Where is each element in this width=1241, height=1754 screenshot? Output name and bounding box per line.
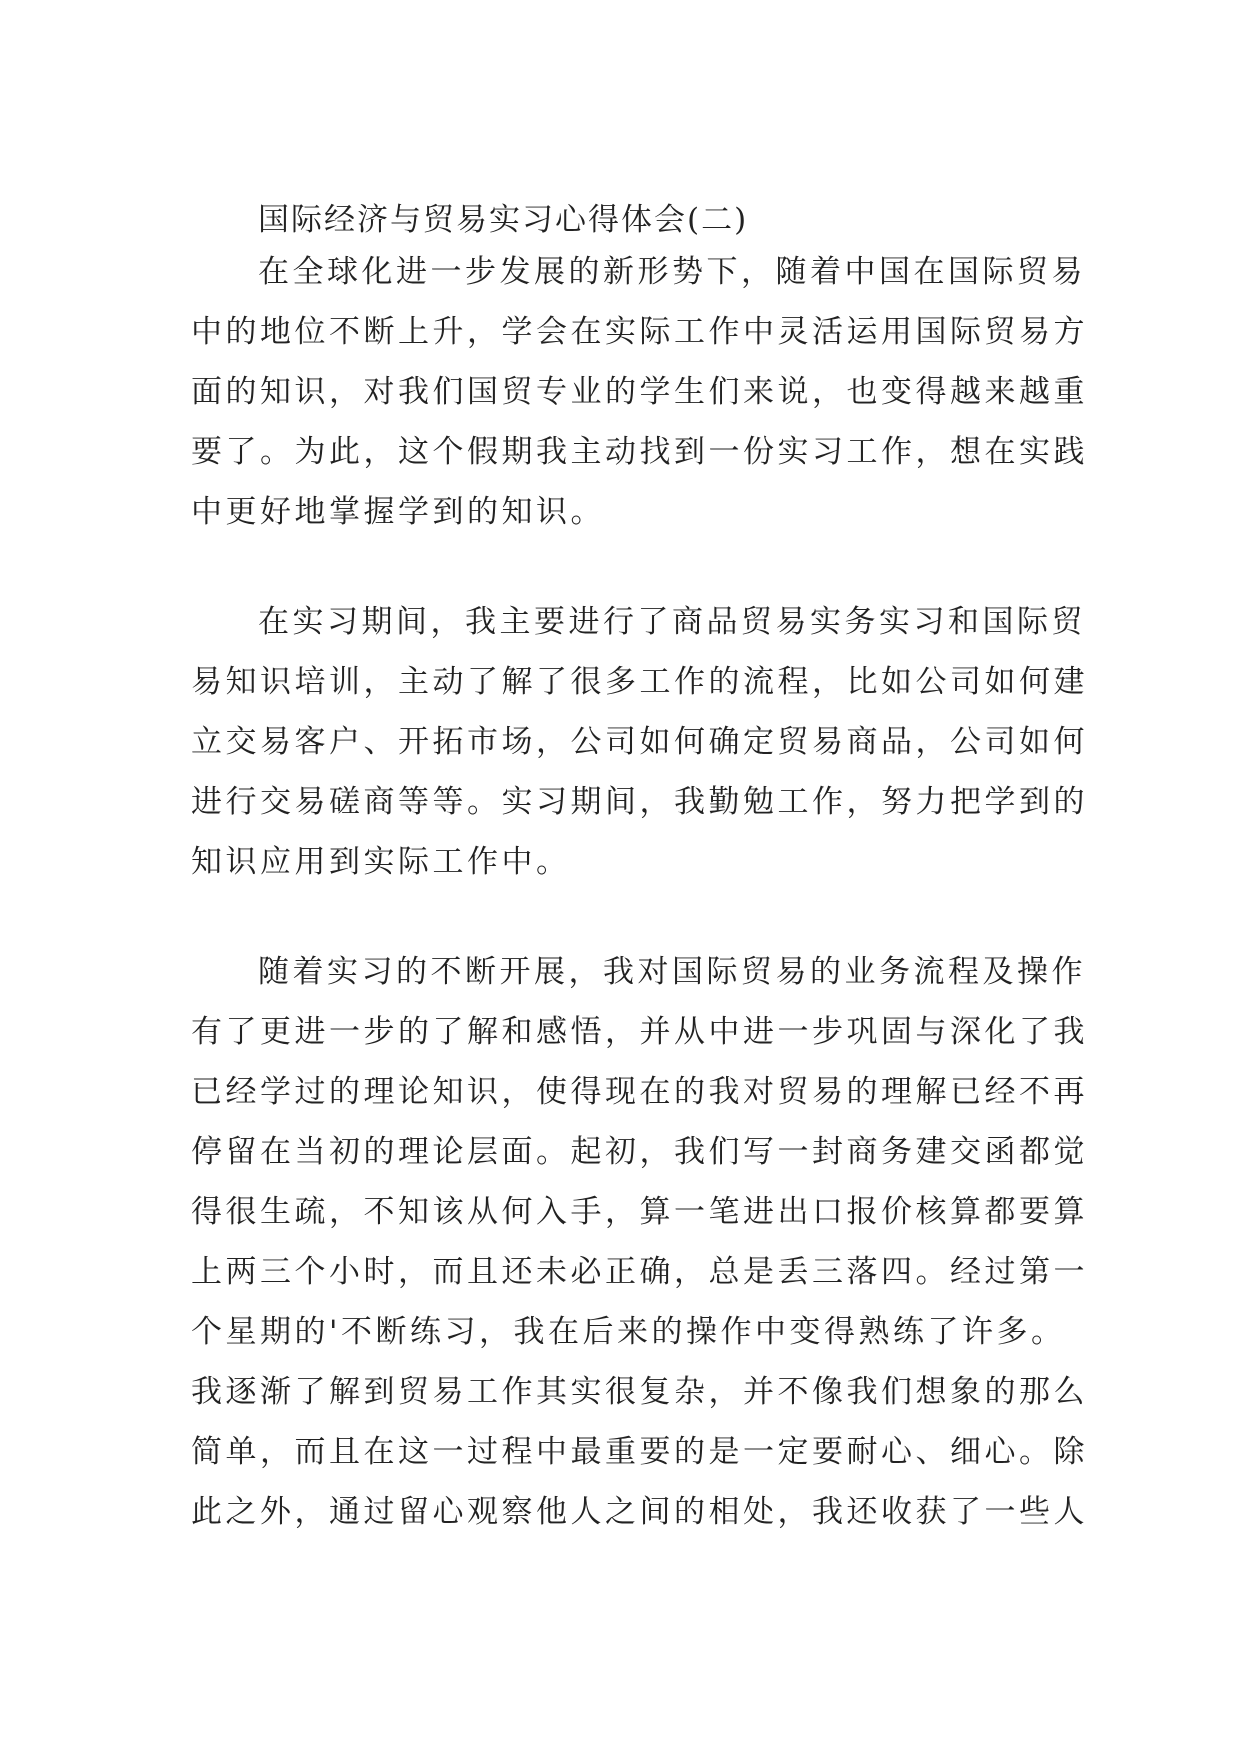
paragraph-line: 随着实习的不断开展，我对国际贸易的业务流程及操作 [258, 954, 1086, 990]
paragraph-line: 要了。为此，这个假期我主动找到一份实习工作，想在实践 [191, 434, 1088, 470]
paragraph-line: 已经学过的理论知识，使得现在的我对贸易的理解已经不再 [191, 1074, 1088, 1110]
paragraph-line: 中更好地掌握学到的知识。 [191, 494, 605, 530]
paragraph-line: 进行交易磋商等等。实习期间，我勤勉工作，努力把学到的 [191, 784, 1088, 820]
paragraph-line: 停留在当初的理论层面。起初，我们写一封商务建交函都觉 [191, 1134, 1088, 1170]
paragraph-line: 在实习期间，我主要进行了商品贸易实务实习和国际贸 [258, 604, 1086, 640]
paragraph-line: 上两三个小时，而且还未必正确，总是丢三落四。经过第一 [191, 1254, 1088, 1290]
paragraph-line: 得很生疏，不知该从何入手，算一笔进出口报价核算都要算 [191, 1194, 1088, 1230]
paragraph-line: 面的知识，对我们国贸专业的学生们来说，也变得越来越重 [191, 374, 1088, 410]
paragraph-line: 个星期的'不断练习，我在后来的操作中变得熟练了许多。 [191, 1314, 1066, 1350]
paragraph-line: 我逐渐了解到贸易工作其实很复杂，并不像我们想象的那么 [191, 1374, 1088, 1410]
paragraph-line: 在全球化进一步发展的新形势下，随着中国在国际贸易 [258, 254, 1086, 290]
document-title: 国际经济与贸易实习心得体会(二) [258, 202, 749, 238]
paragraph-1 [191, 242, 1088, 542]
paragraph-line: 简单，而且在这一过程中最重要的是一定要耐心、细心。除 [191, 1434, 1088, 1470]
paragraph-line: 中的地位不断上升，学会在实际工作中灵活运用国际贸易方 [191, 314, 1088, 350]
paragraph-line: 有了更进一步的了解和感悟，并从中进一步巩固与深化了我 [191, 1014, 1088, 1050]
paragraph-3 [191, 942, 1088, 1542]
paragraph-line: 知识应用到实际工作中。 [191, 844, 571, 880]
paragraph-line: 立交易客户、开拓市场，公司如何确定贸易商品，公司如何 [191, 724, 1088, 760]
paragraph-2 [191, 592, 1088, 892]
paragraph-line: 易知识培训，主动了解了很多工作的流程，比如公司如何建 [191, 664, 1088, 700]
paragraph-line: 此之外，通过留心观察他人之间的相处，我还收获了一些人 [191, 1494, 1088, 1530]
